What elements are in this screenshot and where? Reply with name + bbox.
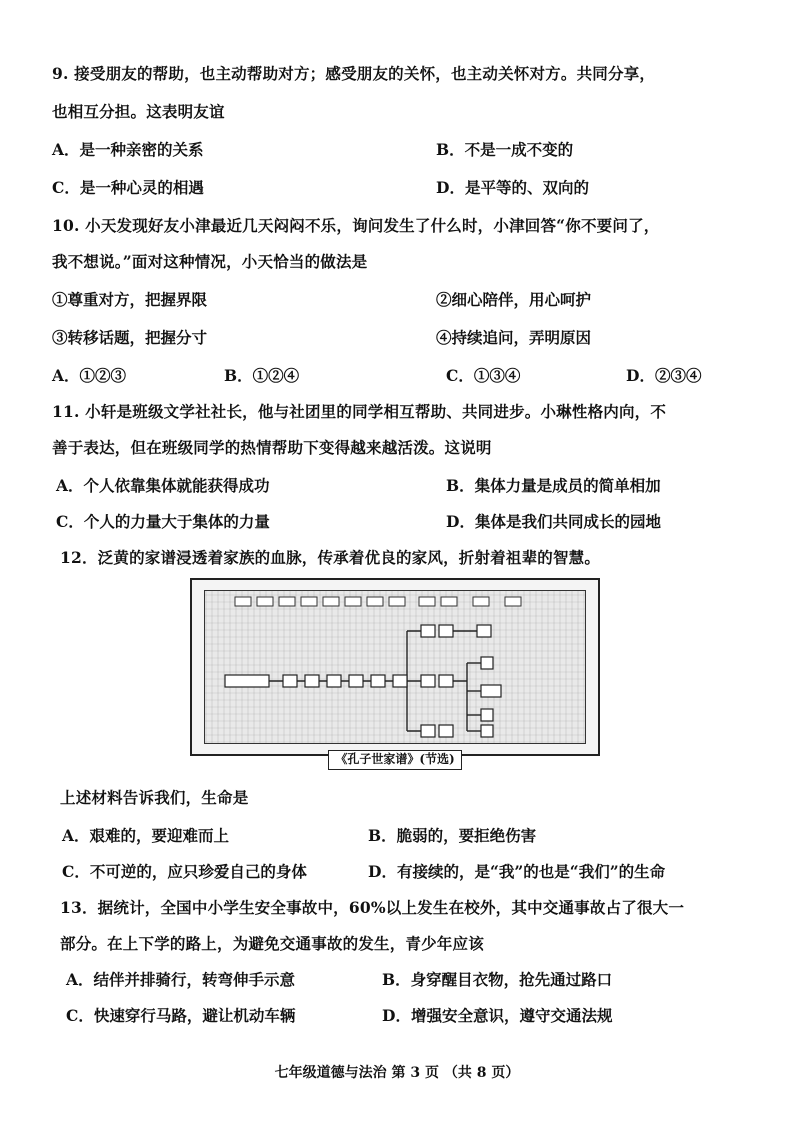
q13-option-d[interactable]: D．增强安全意识，遵守交通法规 — [382, 1006, 613, 1025]
q12-option-b[interactable]: B．脆弱的，要拒绝伤害 — [368, 826, 537, 845]
q10-item-1: ①尊重对方，把握界限 — [52, 290, 208, 309]
q11-option-d[interactable]: D．集体是我们共同成长的园地 — [446, 512, 661, 531]
figure-caption: 《孔子世家谱》(节选) — [328, 750, 462, 770]
family-tree-image — [204, 590, 586, 744]
q11-stem-line2: 善于表达，但在班级同学的热情帮助下变得越来越活泼。这说明 — [52, 438, 492, 457]
q12-option-a[interactable]: A．艰难的，要迎难而上 — [62, 826, 230, 845]
family-tree-diagram — [205, 591, 585, 743]
q13-stem-line2: 部分。在上下学的路上，为避免交通事故的发生，青少年应该 — [60, 934, 484, 953]
q10-item-2: ②细心陪伴，用心呵护 — [436, 290, 592, 309]
q12-follow-text: 上述材料告诉我们，生命是 — [60, 788, 249, 807]
q10-item-3: ③转移话题，把握分寸 — [52, 328, 208, 347]
q12-option-c[interactable]: C．不可逆的，应只珍爱自己的身体 — [62, 862, 307, 881]
q9-option-b[interactable]: B．不是一成不变的 — [436, 140, 574, 159]
q13-stem-line1: 13．据统计，全国中小学生安全事故中，60%以上发生在校外，其中交通事故占了很大一 — [60, 898, 685, 917]
q9-stem-line1: 9. 接受朋友的帮助，也主动帮助对方；感受朋友的关怀，也主动关怀对方。共同分享， — [52, 64, 656, 83]
q11-option-c[interactable]: C．个人的力量大于集体的力量 — [56, 512, 270, 531]
q10-option-b[interactable]: B．①②④ — [224, 366, 300, 385]
q11-option-a[interactable]: A．个人依靠集体就能获得成功 — [56, 476, 270, 495]
figure-frame — [190, 578, 600, 756]
q10-option-a[interactable]: A．①②③ — [52, 366, 127, 385]
q9-option-a[interactable]: A．是一种亲密的关系 — [52, 140, 204, 159]
q11-stem-line1: 11. 小轩是班级文学社社长，他与社团里的同学相互帮助、共同进步。小琳性格内向，不 — [52, 402, 667, 421]
q11-option-b[interactable]: B．集体力量是成员的简单相加 — [446, 476, 661, 495]
q10-option-c[interactable]: C．①③④ — [446, 366, 521, 385]
q10-stem-line2: 我不想说。”面对这种情况，小天恰当的做法是 — [52, 252, 368, 271]
q13-option-c[interactable]: C．快速穿行马路，避让机动车辆 — [66, 1006, 296, 1025]
q13-option-a[interactable]: A．结伴并排骑行，转弯伸手示意 — [66, 970, 296, 989]
family-tree-figure — [190, 578, 600, 774]
q10-stem-line1: 10. 小天发现好友小津最近几天闷闷不乐，询问发生了什么时，小津回答“你不要问了， — [52, 216, 660, 235]
q10-item-4: ④持续追问，弄明原因 — [436, 328, 592, 347]
q9-option-d[interactable]: D．是平等的、双向的 — [436, 178, 589, 197]
q9-stem-line2: 也相互分担。这表明友谊 — [52, 102, 225, 121]
q9-option-c[interactable]: C．是一种心灵的相遇 — [52, 178, 204, 197]
q12-stem: 12．泛黄的家谱浸透着家族的血脉，传承着优良的家风，折射着祖辈的智慧。 — [60, 548, 601, 567]
q13-option-b[interactable]: B．身穿醒目衣物，抢先通过路口 — [382, 970, 613, 989]
q10-option-d[interactable]: D．②③④ — [626, 366, 702, 385]
page-footer: 七年级道德与法治 第 3 页 （共 8 页） — [274, 1065, 520, 1081]
q12-option-d[interactable]: D．有接续的，是“我”的也是“我们”的生命 — [368, 862, 666, 881]
